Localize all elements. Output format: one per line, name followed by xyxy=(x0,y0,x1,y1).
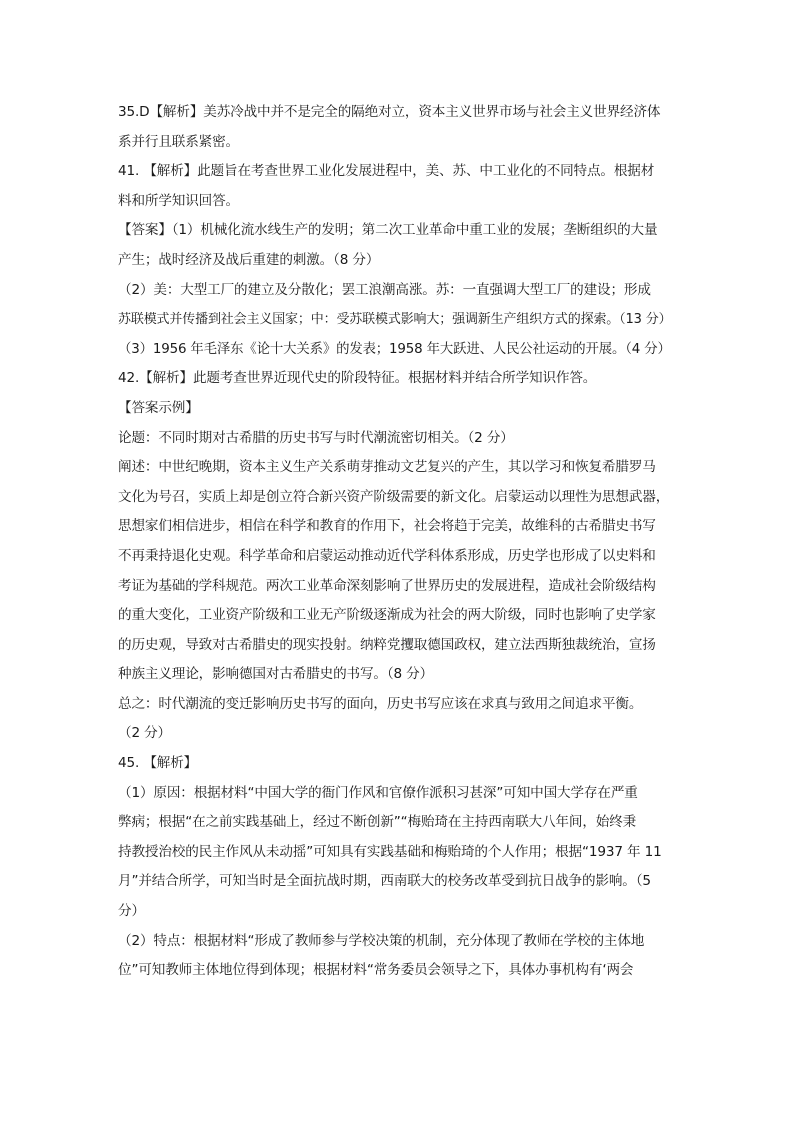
text-line: 【答案】（1）机械化流水线生产的发明；第二次工业革命中重工业的发展；垄断组织的大量 xyxy=(118,222,658,239)
text-line: （2 分） xyxy=(118,725,172,742)
text-line: 论题：不同时期对古希腊的历史书写与时代潮流密切相关。（2 分） xyxy=(118,429,514,446)
text-line: 持教授治校的民主作风从未动摇”可知具有实践基础和梅贻琦的个人作用；根据“1937 年 11 xyxy=(118,843,662,860)
text-line: 分） xyxy=(118,903,145,920)
text-line: 考证为基础的学科规范。两次工业革命深刻影响了世界历史的发展进程，造成社会阶级结构 xyxy=(118,577,656,594)
text-line: （1）原因：根据材料“中国大学的衙门作风和官僚作派积习甚深”可知中国大学存在严重 xyxy=(118,784,638,801)
text-line: 的历史观，导致对古希腊史的现实投射。纳粹党攫取德国政权，建立法西斯独裁统治，宣扬 xyxy=(118,636,656,653)
text-line: 45. 【解析】 xyxy=(118,755,198,772)
answer-text-body xyxy=(118,98,678,986)
text-line: 文化为号召，实质上却是创立符合新兴资产阶级需要的新文化。启蒙运动以理性为思想武器， xyxy=(118,488,670,505)
text-line: 42.【解析】此题考查世界近现代史的阶段特征。根据材料并结合所学知识作答。 xyxy=(118,370,597,387)
text-line: 系并行且联系紧密。 xyxy=(118,133,239,150)
text-line: 苏联模式并传播到社会主义国家；中：受苏联模式影响大；强调新生产组织方式的探索。（13 分） xyxy=(118,312,672,328)
text-line: （2）美：大型工厂的建立及分散化；罢工浪潮高涨。苏：一直强调大型工厂的建设；形成 xyxy=(118,281,651,298)
text-line: 位”可知教师主体地位得到体现；根据材料“常务委员会领导之下，具体办事机构有‘两会 xyxy=(118,962,634,979)
text-line: 料和所学知识回答。 xyxy=(118,192,239,209)
text-line: （2）特点：根据材料“形成了教师参与学校决策的机制，充分体现了教师在学校的主体地 xyxy=(118,932,645,949)
text-line: 不再秉持退化史观。科学革命和启蒙运动推动近代学科体系形成，历史学也形成了以史料和 xyxy=(118,547,656,564)
text-line: 种族主义理论，影响德国对古希腊史的书写。（8 分） xyxy=(118,666,434,683)
text-line: 的重大变化，工业资产阶级和工业无产阶级逐渐成为社会的两大阶级，同时也影响了史学家 xyxy=(118,607,656,624)
text-line: 产生；战时经济及战后重建的刺激。（8 分） xyxy=(118,251,380,268)
text-line: 总之：时代潮流的变迁影响历史书写的面向，历史书写应该在求真与致用之间追求平衡。 xyxy=(118,695,643,712)
text-line: 35.D【解析】美苏冷战中并不是完全的隔绝对立，资本主义世界市场与社会主义世界经济体 xyxy=(118,104,661,120)
text-line: 阐述：中世纪晚期，资本主义生产关系萌芽推动文艺复兴的产生，其以学习和恢复希腊罗马 xyxy=(118,459,656,476)
text-line: 41. 【解析】此题旨在考查世界工业化发展进程中，美、苏、中工业化的不同特点。根据材 xyxy=(118,163,655,180)
text-line: 弊病；根据“在之前实践基础上，经过不断创新”“梅贻琦在主持西南联大八年间，始终秉 xyxy=(118,814,637,831)
text-line: 思想家们相信进步，相信在科学和教育的作用下，社会将趋于完美，故维科的古希腊史书写 xyxy=(118,518,656,535)
text-line: 【答案示例】 xyxy=(118,399,199,416)
text-line: 月”并结合所学，可知当时是全面抗战时期，西南联大的校务改革受到抗日战争的影响。（5 xyxy=(118,873,651,890)
text-line: （3）1956 年毛泽东《论十大关系》的发表；1958 年大跃进、人民公社运动的开展。（4 分） xyxy=(118,341,671,357)
